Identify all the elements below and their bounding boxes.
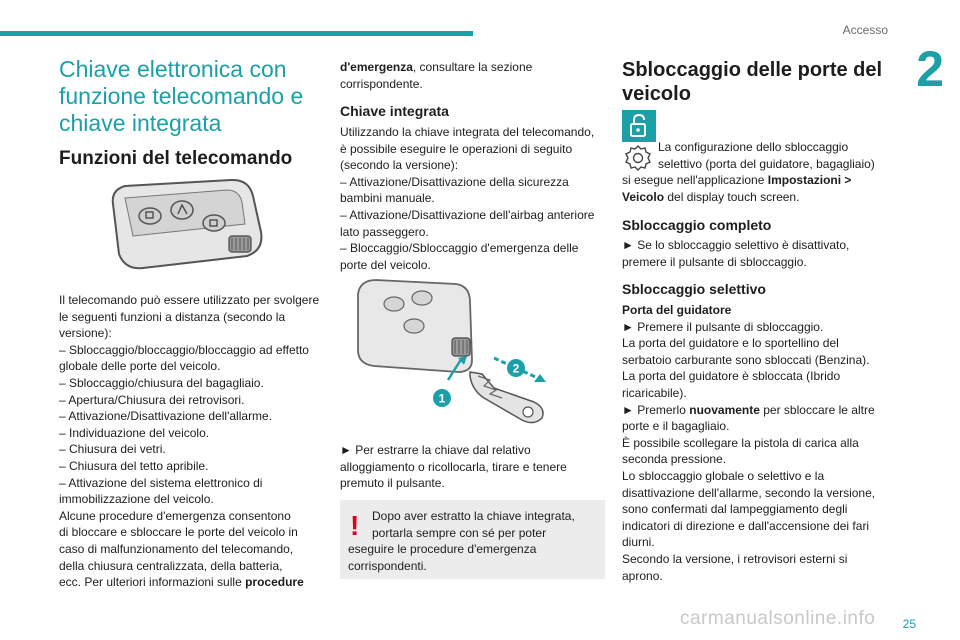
text-line: [622, 402, 892, 419]
text-segment: del display touch screen.: [664, 189, 800, 204]
text-line: Dopo aver estratto la chiave integrata,: [372, 509, 575, 523]
warning-text: [348, 508, 598, 574]
text-line: seconda pressione.: [622, 452, 727, 467]
text-segment: ► Premerlo: [622, 402, 690, 417]
text-line: portarla sempre con sé per poter: [372, 525, 547, 540]
settings-menu-path: Impostazioni >: [767, 173, 852, 188]
text-line: caso di malfunzionamento del telecomando,: [59, 541, 294, 556]
page-number: 25: [902, 617, 916, 631]
remote-functions-heading: Funzioni del telecomando: [59, 148, 293, 169]
text-line: serbatoio carburante sono sbloccati (Benzina).: [622, 352, 870, 367]
text-line: corrispondente.: [340, 76, 423, 91]
section-name: Accesso: [842, 23, 888, 37]
text-line: – Individuazione del veicolo.: [59, 425, 210, 440]
page-title: Chiave elettronica con funzione telecomando e chiave integrata: [59, 56, 304, 136]
heading-line: Sbloccaggio delle porte del: [622, 59, 883, 81]
text-line: [59, 574, 329, 591]
again-word: nuovamente: [689, 402, 760, 417]
key-blade-icon: [344, 276, 574, 426]
text-line: versione):: [59, 326, 112, 341]
text-line: bambini manuale.: [340, 191, 435, 206]
text-line: Lo sbloccaggio globale o selettivo e la: [622, 468, 825, 483]
text-line: – Sbloccaggio/bloccaggio/bloccaggio ad effetto: [59, 342, 309, 357]
text-line: porte del veicolo.: [340, 257, 431, 272]
warning-icon: !: [350, 510, 360, 541]
unlock-icon: [622, 110, 656, 142]
text-line: premuto il pulsante.: [340, 476, 445, 491]
text-line: [622, 189, 887, 206]
text-line: selettivo (porta del guidatore, bagagliaio): [658, 156, 875, 171]
text-line: [622, 172, 887, 189]
text-line: Alcune procedure d'emergenza consentono: [59, 508, 291, 523]
header-accent-bar: [0, 31, 473, 36]
text-line: immobilizzazione del veicolo.: [59, 492, 214, 507]
text-line: premere il pulsante di sbloccaggio.: [622, 254, 807, 269]
text-line: [340, 59, 605, 76]
vehicle-menu-path: Veicolo: [622, 189, 665, 204]
text-line: – Attivazione/Disattivazione dell'airbag anteriore: [340, 207, 595, 222]
text-line: sono confermati dal lampeggiamento degli: [622, 502, 848, 517]
text-line: – Sbloccaggio/chiusura del bagagliaio.: [59, 375, 264, 390]
text-line: ► Se lo sbloccaggio selettivo è disattivato,: [622, 238, 850, 252]
text-line: indicatori di direzione e dall'accensione dei fari: [622, 518, 870, 533]
text-line: Utilizzando la chiave integrata del telecomando,: [340, 125, 595, 139]
text-line: La porta del guidatore è sbloccata (Ibrido: [622, 369, 841, 384]
text-line: ► Premere il pulsante di sbloccaggio.: [622, 319, 824, 334]
text-segment: si esegue nell'applicazione: [622, 173, 768, 188]
selective-unlocking-heading: Sbloccaggio selettivo: [622, 281, 766, 297]
text-line: – Attivazione/Disattivazione della sicurezza: [340, 174, 569, 189]
text-line: alloggiamento o ricollocarla, tirare e tenere: [340, 459, 567, 474]
text-line: aprono.: [622, 568, 663, 583]
text-segment: ecc. Per ulteriori informazioni sulle: [59, 575, 246, 590]
text-line: È possibile scollegare la pistola di carica alla: [622, 435, 859, 450]
text-segment: per sbloccare le altre: [759, 402, 875, 417]
unlocking-heading: [622, 58, 882, 106]
text-line: – Chiusura del tetto apribile.: [59, 458, 209, 473]
callout-1: 1: [438, 391, 446, 406]
watermark: carmanualsonline.info: [680, 608, 876, 629]
text-line: globale delle porte del veicolo.: [59, 359, 221, 374]
text-segment: , consultare la sezione: [412, 60, 533, 74]
text-line: di bloccare e sbloccare le porte del veicolo in: [59, 525, 298, 540]
text-line: le seguenti funzioni a distanza (secondo la: [59, 309, 286, 324]
text-line: porte e il bagagliaio.: [622, 419, 730, 434]
text-line: disattivazione dell'allarme, secondo la versione,: [622, 485, 876, 500]
key-fob-icon: [103, 174, 273, 274]
text-line: è possibile eseguire le operazioni di seguito: [340, 141, 573, 156]
text-line: eseguire le procedure d'emergenza: [348, 542, 537, 557]
chapter-number: 2: [916, 41, 944, 97]
extract-key-instructions: [340, 442, 605, 492]
callout-2: 2: [512, 361, 520, 376]
emergency-word: d'emergenza: [340, 60, 413, 74]
text-line: La porta del guidatore e lo sportellino del: [622, 336, 839, 351]
text-line: – Chiusura dei vetri.: [59, 442, 166, 457]
text-line: della chiusura centralizzata, della batteria,: [59, 558, 283, 573]
integrated-key-text: [340, 124, 605, 273]
text-line: – Attivazione del sistema elettronico di: [59, 475, 263, 490]
complete-unlocking-text: [622, 237, 887, 270]
continued-text: [340, 59, 605, 92]
config-text: [622, 139, 887, 205]
text-line: lato passeggero.: [340, 224, 429, 239]
driver-door-subheading: Porta del guidatore: [622, 303, 732, 317]
text-line: – Attivazione/Disattivazione dell'allarme.: [59, 409, 273, 424]
text-line: diurni.: [622, 535, 655, 550]
text-line: ► Per estrarre la chiave dal relativo: [340, 443, 531, 457]
selective-unlocking-text: [622, 302, 892, 584]
text-line: – Apertura/Chiusura dei retrovisori.: [59, 392, 245, 407]
text-line: ricaricabile).: [622, 385, 687, 400]
integrated-key-heading: Chiave integrata: [340, 103, 449, 119]
remote-functions-text: [59, 292, 329, 591]
complete-unlocking-heading: Sbloccaggio completo: [622, 217, 772, 233]
text-line: La configurazione dello sbloccaggio: [658, 140, 849, 154]
text-line: (secondo la versione):: [340, 158, 459, 173]
text-line: Il telecomando può essere utilizzato per svolgere: [59, 293, 320, 307]
text-line: Secondo la versione, i retrovisori esterni si: [622, 551, 848, 566]
text-line: corrispondenti.: [348, 558, 427, 573]
heading-line: veicolo: [622, 83, 691, 105]
emergency-procedures-link: procedure: [245, 575, 304, 590]
warning-box: [340, 500, 605, 579]
text-line: – Bloccaggio/Sbloccaggio d'emergenza delle: [340, 241, 579, 256]
